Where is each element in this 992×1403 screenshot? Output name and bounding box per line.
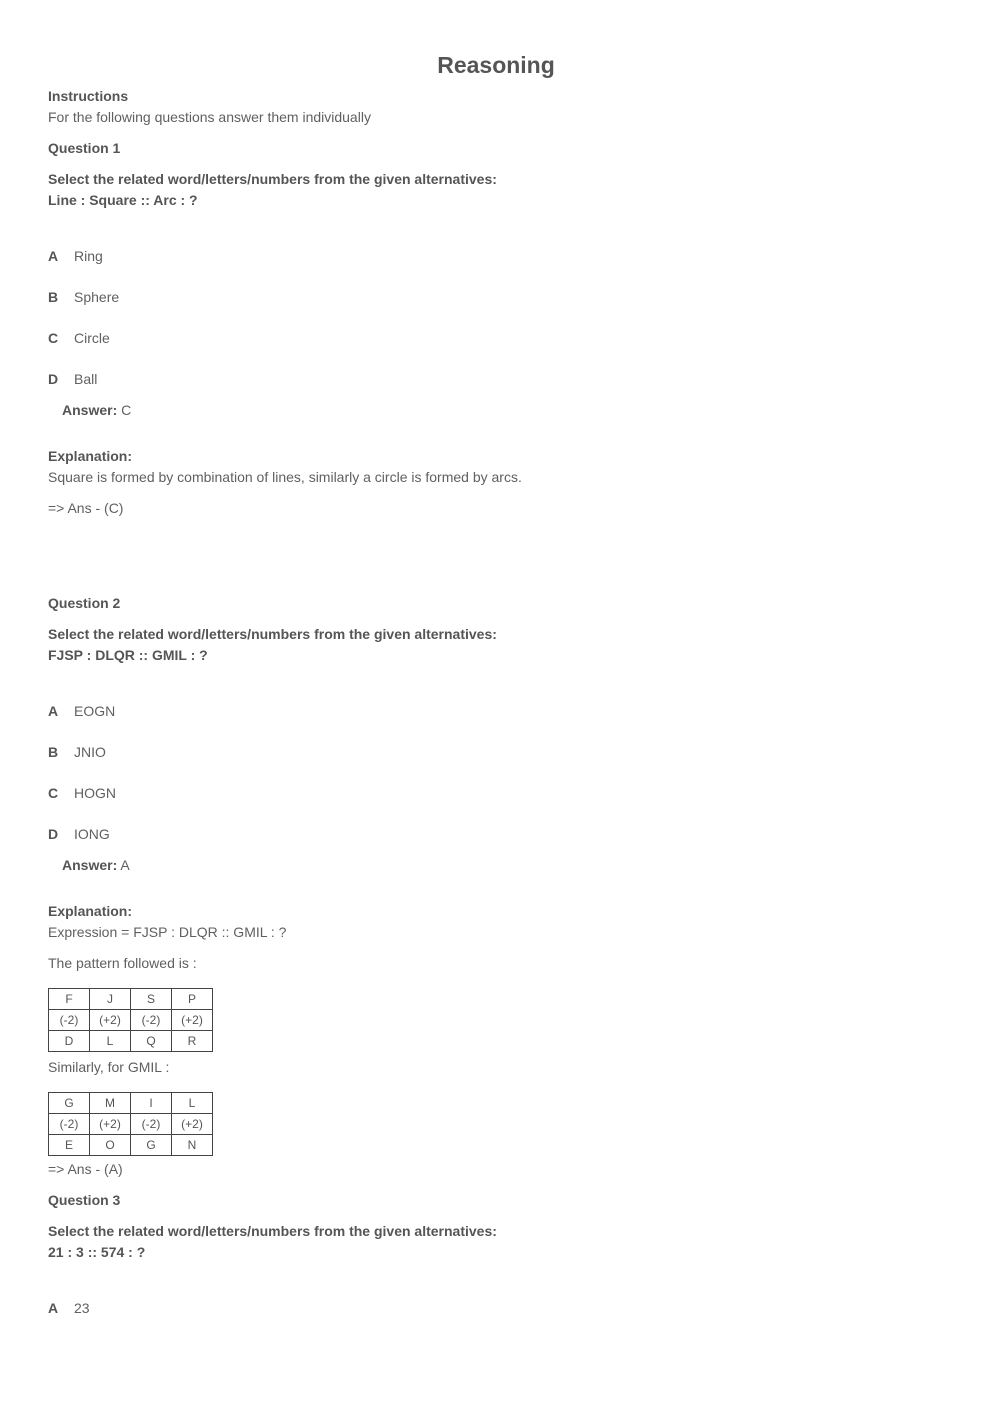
table-row — [49, 1093, 213, 1114]
option-letter: B — [48, 289, 59, 305]
option-text: IONG — [74, 826, 110, 842]
table-cell: M — [90, 1093, 131, 1114]
table-cell: F — [49, 989, 90, 1010]
option-letter: C — [48, 785, 59, 801]
table-cell: (-2) — [131, 1114, 172, 1135]
option-text: JNIO — [74, 744, 106, 760]
q2-ans-line: => Ans - (A) — [48, 1161, 123, 1177]
pattern-table-1 — [48, 988, 213, 1052]
q1-ans-line: => Ans - (C) — [48, 500, 124, 516]
option-letter: D — [48, 371, 59, 387]
question-1-label: Question 1 — [48, 140, 121, 156]
q2-similarly: Similarly, for GMIL : — [48, 1059, 170, 1075]
option-letter: C — [48, 330, 59, 346]
table-cell: (-2) — [49, 1114, 90, 1135]
table-cell: (+2) — [90, 1114, 131, 1135]
table-cell: (-2) — [49, 1010, 90, 1031]
instructions-heading: Instructions — [48, 88, 129, 104]
q2-pattern-intro: The pattern followed is : — [48, 955, 197, 971]
table-row — [49, 989, 213, 1010]
q2-option-a[interactable] — [48, 703, 115, 719]
q2-explanation-text: Expression = FJSP : DLQR :: GMIL : ? — [48, 924, 287, 940]
table-cell: (+2) — [172, 1114, 213, 1135]
option-letter: A — [48, 1300, 59, 1316]
q1-option-d[interactable] — [48, 371, 97, 387]
answer-label: Answer: — [62, 402, 118, 418]
option-text: Sphere — [74, 289, 120, 305]
question-3-expression: 21 : 3 :: 574 : ? — [48, 1244, 146, 1260]
table-cell: D — [49, 1031, 90, 1052]
option-letter: B — [48, 744, 59, 760]
table-cell: G — [131, 1135, 172, 1156]
table-cell: Q — [131, 1031, 172, 1052]
question-2-prompt: Select the related word/letters/numbers from the given alternatives: — [48, 626, 497, 642]
question-2-expression: FJSP : DLQR :: GMIL : ? — [48, 647, 208, 663]
q1-explanation-heading: Explanation: — [48, 448, 133, 464]
table-cell: I — [131, 1093, 172, 1114]
option-text: Circle — [74, 330, 110, 346]
question-2-label: Question 2 — [48, 595, 121, 611]
table-cell: (+2) — [90, 1010, 131, 1031]
pattern-table-2 — [48, 1092, 213, 1156]
option-text: HOGN — [74, 785, 117, 801]
table-cell: E — [49, 1135, 90, 1156]
question-1-prompt: Select the related word/letters/numbers from the given alternatives: — [48, 171, 497, 187]
q2-answer — [62, 857, 130, 873]
table-cell: P — [172, 989, 213, 1010]
q2-explanation-heading: Explanation: — [48, 903, 133, 919]
table-row — [49, 1031, 213, 1052]
table-cell: R — [172, 1031, 213, 1052]
answer-label: Answer: — [62, 857, 118, 873]
option-text: Ball — [74, 371, 98, 387]
option-letter: D — [48, 826, 59, 842]
table-cell: S — [131, 989, 172, 1010]
option-text: 23 — [74, 1300, 90, 1316]
instructions-text: For the following questions answer them individually — [48, 109, 371, 125]
question-1-expression: Line : Square :: Arc : ? — [48, 192, 198, 208]
q1-option-b[interactable] — [48, 289, 119, 305]
answer-value: C — [121, 402, 132, 418]
q3-option-a[interactable] — [48, 1300, 90, 1316]
q1-option-a[interactable] — [48, 248, 103, 264]
option-text: EOGN — [74, 703, 116, 719]
table-cell: O — [90, 1135, 131, 1156]
q2-option-c[interactable] — [48, 785, 116, 801]
option-text: Ring — [74, 248, 103, 264]
table-cell: G — [49, 1093, 90, 1114]
table-cell: (+2) — [172, 1010, 213, 1031]
table-cell: N — [172, 1135, 213, 1156]
q1-explanation-text: Square is formed by combination of lines, similarly a circle is formed by arcs. — [48, 469, 522, 485]
table-row — [49, 1135, 213, 1156]
q1-answer — [62, 402, 131, 418]
q2-option-d[interactable] — [48, 826, 110, 842]
table-cell: (-2) — [131, 1010, 172, 1031]
table-row — [49, 1010, 213, 1031]
q2-option-b[interactable] — [48, 744, 106, 760]
option-letter: A — [48, 703, 59, 719]
page-title: Reasoning — [437, 52, 555, 78]
table-row — [49, 1114, 213, 1135]
question-3-prompt: Select the related word/letters/numbers from the given alternatives: — [48, 1223, 497, 1239]
table-cell: L — [172, 1093, 213, 1114]
q1-option-c[interactable] — [48, 330, 110, 346]
option-letter: A — [48, 248, 59, 264]
table-cell: L — [90, 1031, 131, 1052]
answer-value: A — [120, 857, 130, 873]
table-cell: J — [90, 989, 131, 1010]
question-3-label: Question 3 — [48, 1192, 121, 1208]
